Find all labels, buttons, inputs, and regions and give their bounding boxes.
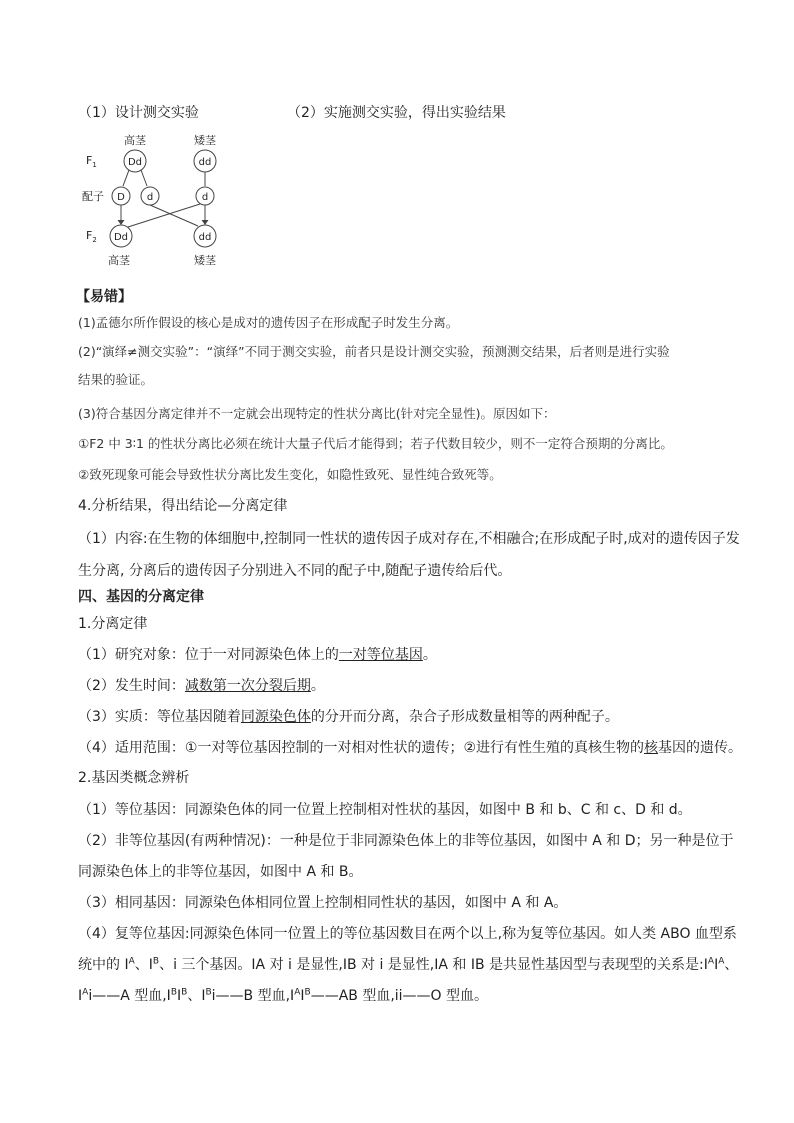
concept-4c: $I^Ai——A$ 型血$,I^BI^B$、$I^Bi——B$ 型血$,I^AI^B——AB$ 型血,ii——O 型血。: [78, 987, 489, 1004]
yicuo-line-4: ①F2 中 3∶1 的性状分离比必须在统计大量子代后才能得到；若子代数目较少，则不一定符合预期的分离比。: [78, 436, 673, 451]
concept-4a: （4）复等位基因:同源染色体同一位置上的等位基因数目在两个以上,称为复等位基因。如人类 ABO 血型系: [78, 926, 737, 942]
line-d1-child2: [150, 205, 198, 226]
parent-dd-text: Dd: [127, 157, 143, 168]
tall-bottom-label: 高茎: [108, 254, 130, 267]
child-dd-text: Dd: [113, 232, 129, 243]
concept-3: （3）相同基因：同源染色体相同位置上控制相同性状的基因，如图中 A 和 A。: [78, 895, 568, 911]
analysis-title: 4.分析结果，得出结论—分离定律: [78, 498, 288, 514]
line-d2-child1: [128, 204, 200, 227]
f2-label: $F_2$: [86, 229, 97, 244]
line-to-D: [123, 170, 129, 186]
parent-dd-recessive-text: dd: [198, 157, 212, 168]
short-top-label: 矮茎: [194, 134, 216, 147]
concept-2b: 同源染色体上的非等位基因，如图中 A 和 B。: [78, 864, 363, 880]
gamete-d2-text: d: [201, 192, 209, 203]
section4-title: 四、基因的分离定律: [78, 589, 204, 605]
line-to-d1: [141, 170, 147, 186]
child-dd-recessive-text: dd: [198, 232, 212, 243]
section4-sub1: 1.分离定律: [78, 616, 148, 632]
yicuo-line-1: (1)孟德尔所作假设的核心是成对的遗传因子在形成配子时发生分离。: [78, 315, 459, 330]
arrow-head-2: [202, 220, 209, 225]
analysis-p1a: （1）内容:在生物的体细胞中,控制同一性状的遗传因子成对存在,不相融合;在形成配子时,成对的遗传因子发: [78, 531, 740, 547]
concept-4b: 统中的 $I^A$、$I^B$、i 三个基因。IA 对 i 是显性,IB 对 i 是显性,IA 和 IB 是共显性基因型与表现型的关系是$:I^AI^A$、: [78, 956, 739, 973]
concept-1: （1）等位基因：同源染色体的同一位置上控制相对性状的基因，如图中 B 和 b、C 和 c、D 和 d。: [78, 802, 692, 818]
rule-4: （4）适用范围：①一对等位基因控制的一对相对性状的遗传；②进行有性生殖的真核生物的核基因的遗传。: [78, 740, 743, 756]
yicuo-line-2b: 结果的验证。: [78, 372, 154, 387]
yicuo-line-3: (3)符合基因分离定律并不一定就会出现特定的性状分离比(针对完全显性)。原因如下：: [78, 406, 556, 421]
tall-top-label: 高茎: [124, 134, 146, 147]
arrow-head-1: [118, 220, 125, 225]
gamete-label: 配子: [82, 190, 104, 203]
analysis-p1b: 生分离, 分离后的遗传因子分别进入不同的配子中,随配子遗传给后代。: [78, 563, 512, 579]
short-bottom-label: 矮茎: [194, 254, 216, 267]
testcross-diagram: [78, 130, 238, 270]
section4-sub2: 2.基因类概念辨析: [78, 770, 190, 786]
concept-2a: （2）非等位基因(有两种情况)：一种是位于非同源染色体上的非等位基因，如图中 A 和 D；另一种是位于: [78, 833, 734, 849]
rule-1: （1）研究对象：位于一对同源染色体上的一对等位基因。: [78, 647, 437, 663]
step1-label: （1）设计测交实验: [78, 105, 199, 121]
gamete-D-text: D: [117, 192, 125, 203]
step2-label: （2）实施测交实验，得出实验结果: [287, 105, 506, 121]
rule-2: （2）发生时间：减数第一次分裂后期。: [78, 678, 325, 694]
f1-label: $F_1$: [86, 154, 97, 169]
yicuo-line-5: ②致死现象可能会导致性状分离比发生变化，如隐性致死、显性纯合致死等。: [78, 467, 502, 482]
yicuo-line-2a: (2)“演绎≠测交实验”：“演绎”不同于测交实验，前者只是设计测交实验，预测测交结果，后者则是进行实验: [78, 344, 670, 359]
rule-3: （3）实质：等位基因随着同源染色体的分开而分离，杂合子形成数量相等的两种配子。: [78, 709, 619, 725]
yicuo-heading: 【易错】: [76, 289, 132, 305]
gamete-d1-text: d: [146, 192, 154, 203]
